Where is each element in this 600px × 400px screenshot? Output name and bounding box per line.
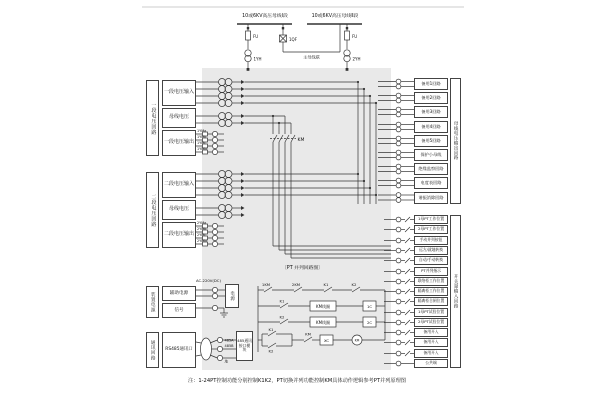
input-box-14: 备用开入 (414, 349, 448, 358)
bus2-label: 10或6KV高压母线Ⅱ段 (311, 13, 359, 19)
wire-2ymb: 2YMb (197, 227, 207, 231)
output-box-9: 谐振消除回路 (414, 192, 448, 204)
input-box-10: 1母PT试验位置 (414, 308, 448, 317)
r4-contact-k2: K2 (268, 348, 274, 354)
group1-side-label: 一段电压回路 (146, 80, 159, 156)
input-box-1: 1母PT工作位置 (414, 215, 448, 224)
r4-contact-km: KM (305, 331, 311, 337)
ladder-contact-k2: K2 (351, 282, 357, 287)
r3-contact-label: K2 (279, 314, 285, 320)
wire-2ymn: 2YMN (197, 239, 207, 243)
comm-side-label: 通讯回路 (146, 332, 159, 368)
comm-term-gnd: 地 (224, 359, 228, 364)
signal-box: 信号 (162, 303, 196, 318)
wire-2yma: 2YMa (197, 221, 207, 225)
bus-tie-label: 主母线联 (303, 54, 320, 60)
group2-input-box: 二段电压输入 (162, 172, 196, 198)
input-box-12: 备用开入 (414, 328, 448, 337)
input-box-6: PT并列指示 (414, 267, 448, 276)
psu-box: 电源 (225, 284, 239, 308)
bus-section-1 (237, 24, 292, 71)
output-box-1: 备用1回路 (414, 78, 448, 90)
input-box-5: 自动/手动转换 (414, 256, 448, 265)
aux-power-box: 辅助电源 (162, 286, 196, 301)
input-box-11: 2母PT试验位置 (414, 318, 448, 327)
bus-section-2 (307, 24, 362, 71)
wire-1ymb: 1YMb (197, 135, 207, 139)
wire-1ymc: 1YMc (197, 141, 207, 145)
ladder-contact-2km: 2KM (291, 282, 301, 287)
comm-term-b: 485B (224, 344, 234, 348)
r4-box-label: XC (324, 338, 329, 343)
output-box-7: 绝缘监察回路 (414, 163, 448, 175)
wire-2ymc: 2YMc (197, 233, 207, 237)
wire-1yma: 1YMa (197, 129, 207, 133)
ladder-contact-1km: 1KM (261, 282, 271, 287)
r3-coil-label: KM线圈 (315, 320, 331, 325)
r2-box-label: 1C (366, 304, 373, 309)
fuse2-label: FU (352, 34, 358, 39)
comm-module-box (236, 331, 253, 361)
wire-1ymn: 1YMN (197, 147, 207, 151)
outputs-side-label: 母线电压输出回路 (450, 78, 461, 204)
r4-coil-label: KM (354, 338, 360, 343)
group1-input-box: 一段电压输入 (162, 80, 196, 106)
rs485-port-box: RS485通讯口 (162, 332, 196, 368)
r3-box-label: 2C (366, 320, 373, 325)
power-side-label: 装置电源 (146, 286, 159, 318)
r4-contact-k1: K1 (268, 327, 274, 332)
output-box-5: 备用5回路 (414, 135, 448, 147)
input-box-9: 隔离柜合闸位置 (414, 297, 448, 306)
group1-output-box: 一段电压输出 (162, 130, 196, 156)
comm-module-line2: 接口模块 (238, 342, 251, 353)
group1-busvolt-box: 母线电压 (162, 108, 196, 128)
input-box-4: 远方/就地转换 (414, 246, 448, 255)
pt1-label: 1YH (253, 56, 262, 62)
output-box-8: 电度表回路 (414, 177, 448, 189)
input-box-7: 联络柜工作位置 (414, 277, 448, 286)
output-box-3: 备用3回路 (414, 106, 448, 118)
group2-output-box: 二段电压输出 (162, 222, 196, 248)
group2-busvolt-box: 母线电压 (162, 200, 196, 220)
inputs-side-label: 开关量输入回路 (450, 215, 461, 368)
r2-contact-label: K1 (279, 298, 285, 304)
input-box-3: 手动并列按钮 (414, 236, 448, 245)
bus1-label: 10或6KV高压母线Ⅰ段 (242, 13, 288, 19)
r2-coil-label: KM线圈 (315, 304, 331, 309)
pt-parallel-title: 〔PT 并列回路图〕 (282, 266, 323, 271)
fuse1-label: FU (253, 34, 259, 39)
input-box-15: 公共端 (414, 359, 448, 368)
output-box-6: 保护小母线 (414, 149, 448, 161)
input-box-2: 2母PT工作位置 (414, 225, 448, 234)
input-box-13: 备用开入 (414, 338, 448, 347)
output-box-2: 备用2回路 (414, 92, 448, 104)
pt2-label: 2YH (352, 56, 361, 62)
comm-module-line1: 485通讯 (237, 338, 252, 344)
output-box-4: 备用4回路 (414, 121, 448, 133)
km-label: KM (297, 138, 305, 143)
footnote: 注：1-24PT控制功能分别控制K1K2，PT切换并列功能控制KM具体动作逻辑参考PT并列原理图 (188, 378, 406, 384)
qf-label: 1QF (289, 37, 297, 42)
comm-term-a: 485A (224, 338, 234, 343)
input-box-8: 隔离柜工作位置 (414, 287, 448, 296)
group2-side-label: 二段电压回路 (146, 172, 159, 248)
ac-supply-label: AC-220V(DC) (196, 278, 221, 283)
ladder-contact-k1: K1 (323, 282, 329, 287)
